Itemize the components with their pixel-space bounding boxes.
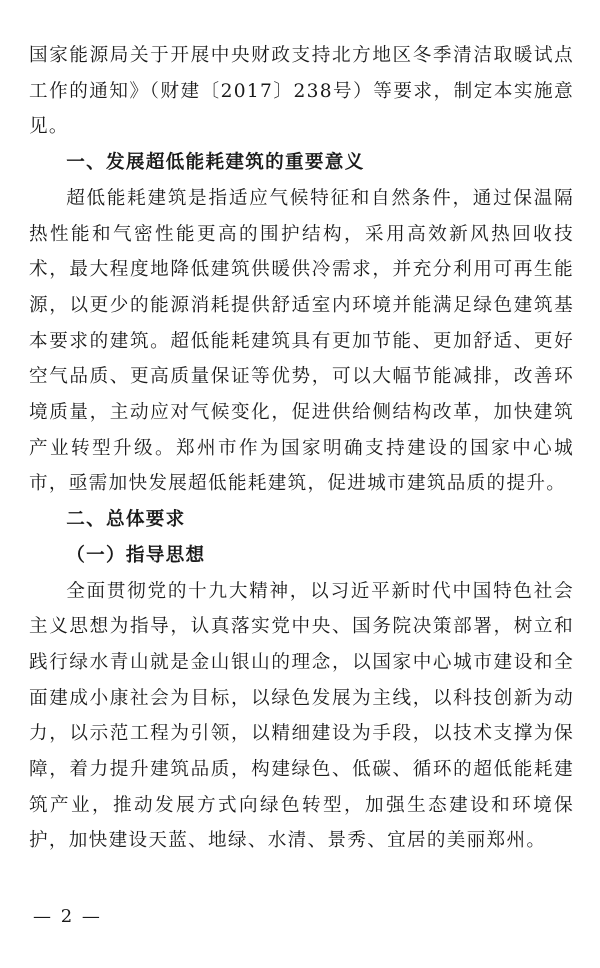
significance-paragraph: 超低能耗建筑是指适应气候特征和自然条件，通过保温隔热性能和气密性能更高的围护结构，采用高效新风热回收技术，最大程度地降低建筑供暖供冷需求，并充分利用可再生能源，以更少的能源消耗提供舒适室内环境并能满足绿色建筑基本要求的建筑。超低能耗建筑具有更加节能、更加舒适、更好空气品质、更高质量保证等优势，可以大幅节能减排，改善环境质量，主动应对气候变化，促进供给侧结构改革，加快建筑产业转型升级。郑州市作为国家明确支持建设的国家中心城市，亟需加快发展超低能耗建筑，促进城市建筑品质的提升。 [29, 187, 574, 495]
guiding-ideology-paragraph: 全面贯彻党的十九大精神，以习近平新时代中国特色社会主义思想为指导，认真落实党中央、国务院决策部署，树立和践行绿水青山就是金山银山的理念，以国家中心城市建设和全面建成小康社会为目标，以绿色发展为主线，以科技创新为动力，以示范工程为引领，以精细建设为手段，以技术支撑为保障，着力提升建筑品质，构建绿色、低碳、循环的超低能耗建筑产业，推动发展方式向绿色转型，加强生态建设和环境保护，加快建设天蓝、地绿、水清、景秀、宜居的美丽郑州。 [29, 580, 574, 852]
page-number: — 2 — [33, 906, 102, 927]
section-heading-significance: 一、发展超低能耗建筑的重要意义 [66, 152, 365, 174]
subsection-heading-guiding-ideology: （一）指导思想 [66, 544, 206, 566]
intro-paragraph: 国家能源局关于开展中央财政支持北方地区冬季清洁取暖试点工作的通知》（财建〔2017〕238号）等要求，制定本实施意见。 [29, 45, 574, 138]
document-page [29, 38, 574, 859]
section-heading-requirements: 二、总体要求 [66, 509, 186, 531]
